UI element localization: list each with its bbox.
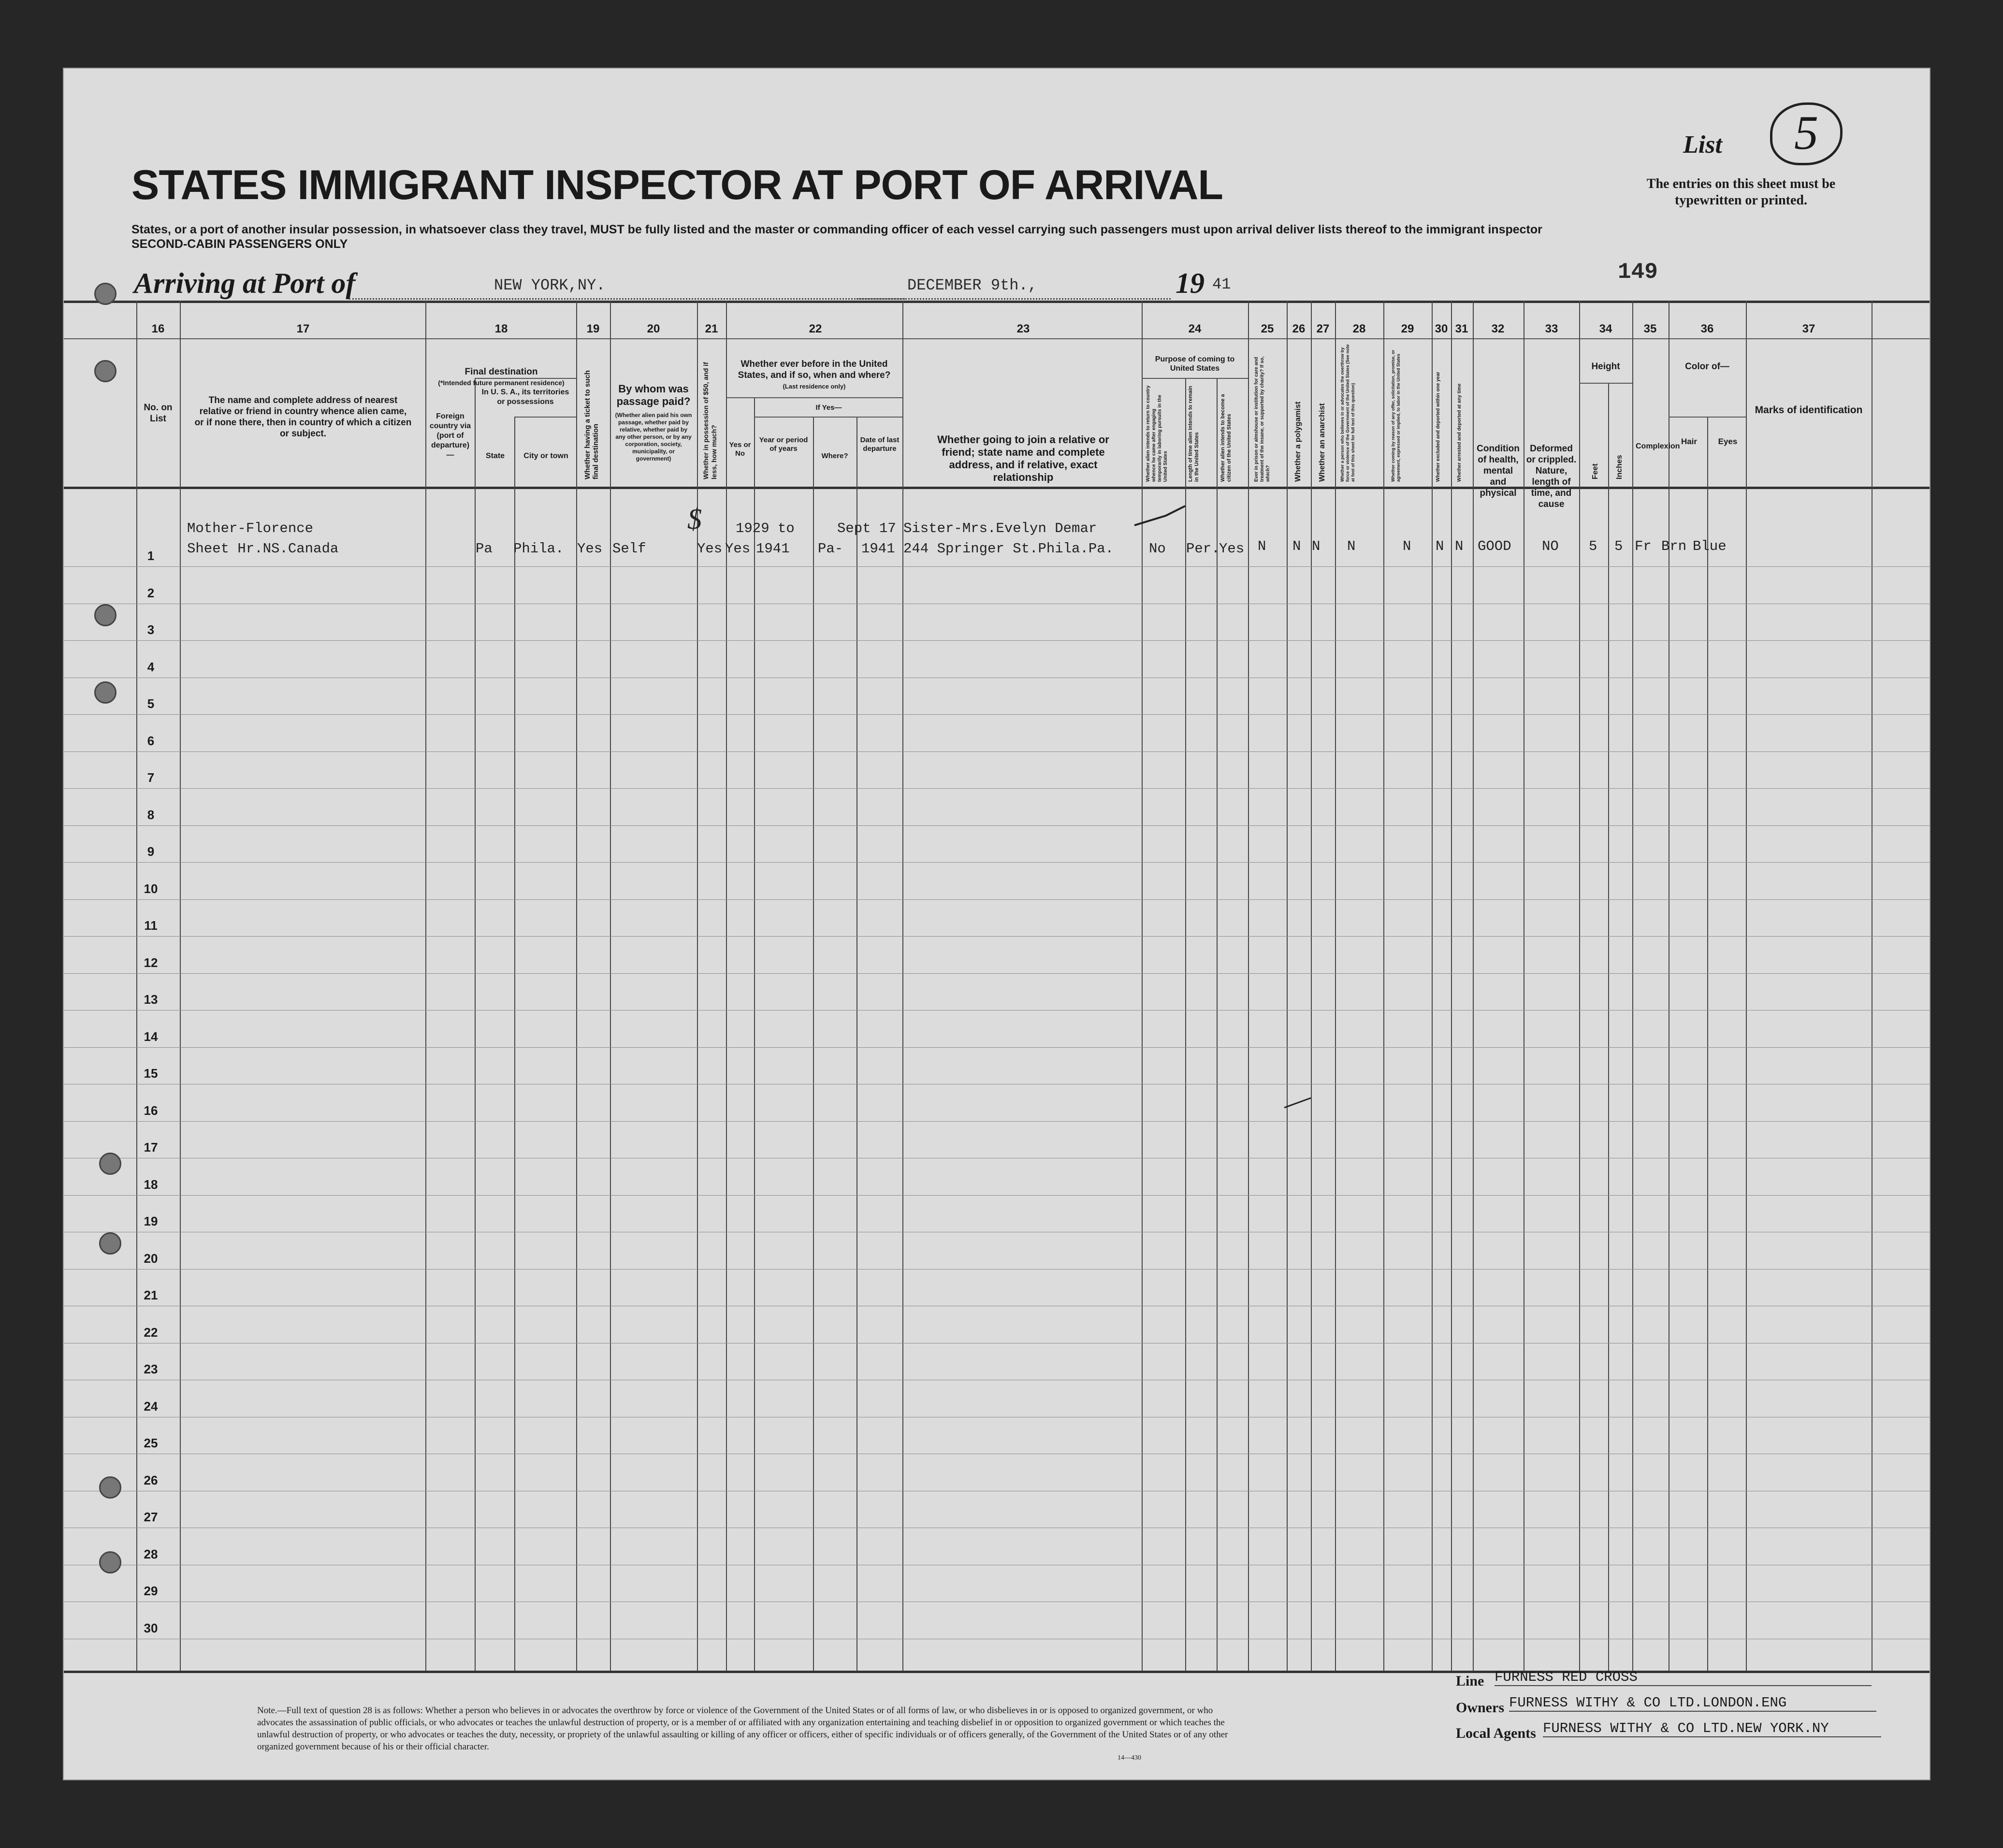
subheader-rule (514, 417, 576, 418)
hdr-complexion: Complexion (1636, 442, 1680, 450)
col-divider (1335, 301, 1336, 1671)
col-divider (1707, 417, 1708, 1671)
header-bottom-rule (64, 487, 1930, 489)
row-number: 11 (144, 918, 158, 933)
row-number: 18 (144, 1177, 158, 1192)
footer-form-code: 14—430 (1118, 1754, 1141, 1761)
cell-c29: N (1403, 538, 1411, 554)
date-fill-line (856, 298, 1171, 300)
row-rule (64, 862, 1930, 863)
subheader-rule (726, 397, 902, 398)
year-suffix: 41 (1212, 275, 1231, 293)
colnum-25: 25 (1261, 322, 1274, 335)
row-rule (64, 788, 1930, 789)
colnum-22: 22 (809, 322, 822, 335)
subheader-rule (1669, 417, 1746, 418)
hdr-height: Height (1591, 361, 1620, 372)
subheader-rule (1142, 378, 1248, 379)
col-divider (1608, 383, 1609, 1671)
hdr-color-of: Color of— (1685, 361, 1729, 372)
punch-hole (99, 1476, 121, 1499)
row-number: 19 (144, 1214, 158, 1228)
cell-paid-by: Self (612, 541, 646, 557)
hdr-money: Whether in possession of $50, and if less, how much? (702, 362, 718, 479)
row-rule (64, 1195, 1930, 1196)
cell-ticket: Yes (577, 541, 603, 557)
cell-c27: N (1312, 538, 1321, 554)
row-rule (64, 973, 1930, 974)
arriving-label: Arriving at Port of (134, 267, 356, 299)
hdr-before-in-us (728, 359, 900, 392)
cell-c28: N (1347, 538, 1356, 554)
year-prefix: 19 (1176, 267, 1205, 299)
form-subtitle (131, 222, 1678, 251)
row-number: 28 (144, 1546, 158, 1561)
colnum-24: 24 (1188, 322, 1202, 335)
cell-relative-line1: Mother-Florence (187, 520, 314, 536)
hdr-final-destination (429, 366, 574, 389)
hdr-marks: Marks of identification (1755, 404, 1863, 416)
colnum-33: 33 (1545, 322, 1558, 335)
colnum-19: 19 (586, 322, 600, 335)
col-divider (1579, 301, 1580, 1671)
cell-c25: N (1258, 538, 1266, 554)
row-rule (64, 751, 1930, 752)
row-number: 7 (147, 770, 155, 785)
cell-departure-line2: 1941 (861, 541, 895, 557)
hdr-if-yes: If Yes— (815, 404, 842, 412)
row-number: 12 (144, 955, 158, 970)
punch-hole (99, 1153, 121, 1175)
hdr-passage-paid-title: By whom was passage paid? (616, 383, 691, 407)
form-title: STATES IMMIGRANT INSPECTOR AT PORT OF ARRIVAL (131, 162, 1223, 208)
col-divider (514, 417, 515, 1671)
hdr-yes-no: Yes or No (729, 441, 751, 458)
list-label: List (1683, 131, 1722, 159)
hdr-polygamist: Whether a polygamist (1294, 401, 1302, 482)
col-divider (136, 301, 137, 1671)
hdr-ticket: Whether having a ticket to such final destination (583, 370, 600, 479)
row-number: 25 (144, 1436, 158, 1450)
cell-health: GOOD (1478, 538, 1511, 554)
hdr-final-destination-note: (*Intended future permanent residence) (438, 379, 565, 387)
colnum-18: 18 (494, 322, 508, 335)
line-value: FURNESS RED CROSS (1495, 1669, 1872, 1686)
cell-hair: Brn (1661, 538, 1687, 554)
hdr-citizen-intent: Whether alien intends to become a citizen of the United States (1220, 394, 1232, 482)
colnum-17: 17 (296, 322, 310, 335)
cell-period-line1: 1929 to (736, 520, 795, 536)
col-divider (726, 301, 727, 1671)
col-divider (475, 378, 476, 1671)
row-number: 23 (144, 1362, 158, 1376)
col-divider (1451, 301, 1452, 1671)
hdr-inches: Inches (1615, 455, 1624, 479)
row-number: 6 (147, 733, 155, 748)
colnum-21: 21 (705, 322, 718, 335)
hdr-eyes: Eyes (1718, 437, 1738, 446)
row-number: 3 (147, 622, 155, 637)
cell-money: Yes (697, 541, 723, 557)
row-number: 30 (144, 1620, 158, 1635)
row-number: 26 (144, 1473, 158, 1487)
hdr-labor-offer: Whether coming by reason of any offer, solicitation, promise, or agreement, expressed or implied, to labor in the United States (1391, 349, 1401, 482)
hdr-passage-paid (615, 383, 692, 462)
footer-note: Note.—Full text of question 28 is as follows: Whether a person who believes in or advocates the overthrow by force or violence of the Government of the United States or of all forms of law, or who disbelieves in or is opposed to organized government, or who advocates the assassination of public officials, or who advocates or teaches the unlawful destruction of property, or is a member of or affiliated with any organization entertaining and teaching disbelief in or opposition to organized government or which teaches the unlawful destruction of property, or who advocates or teaches the duty, necessity, or propriety of the unlawful assaulting or killing of any officer or officers, either of specific individuals or of officers generally, of the Government of the United States or of any other organized government because of his or their official character. (257, 1705, 1228, 1752)
cell-join-line1: Sister-Mrs.Evelyn Demar (903, 520, 1097, 536)
row-rule (64, 825, 1930, 826)
row-number: 15 (144, 1066, 158, 1081)
col-divider (902, 301, 903, 1671)
row-number: 29 (144, 1584, 158, 1598)
hdr-foreign-country: Foreign country via (port of departure)— (429, 412, 471, 459)
date-value: DECEMBER 9th., (907, 276, 1037, 294)
colnum-31: 31 (1455, 322, 1468, 335)
cell-complexion: Fr (1635, 538, 1652, 554)
cell-relative-line2: Sheet Hr.NS.Canada (187, 541, 339, 557)
row-number: 2 (147, 585, 155, 600)
punch-hole (94, 604, 116, 626)
colnum-16: 16 (151, 322, 165, 335)
hdr-return-intent: Whether alien intends to return to country whence he came after engaging temporarily in laboring pursuits in the United States (1146, 385, 1168, 482)
hdr-overthrow: Whether a person who believes in or advocates the overthrow by force or violence of the Government of the United States (See note at foot of this sheet for full text of this question) (1340, 344, 1355, 482)
agents-label: Local Agents (1456, 1725, 1536, 1741)
colnum-34: 34 (1599, 322, 1612, 335)
hdr-before-in-us-title: Whether ever before in the United States, and if so, when and where? (738, 359, 891, 380)
hdr-health: Condition of health, mental and physical (1477, 444, 1520, 498)
cell-period-line2: 1941 (756, 541, 790, 557)
hdr-excluded: Whether excluded and deported within one year (1436, 372, 1441, 482)
row-number: 24 (144, 1399, 158, 1414)
colnum-32: 32 (1491, 322, 1505, 335)
hdr-departure: Date of last departure (860, 436, 900, 453)
col-divider (1746, 301, 1747, 1671)
row-number: 8 (147, 807, 155, 822)
cell-join-line2: 244 Springer St.Phila.Pa. (903, 541, 1114, 557)
cell-state: Pa (476, 541, 493, 557)
col-divider (1632, 301, 1633, 1671)
row-number: 5 (147, 696, 155, 711)
punch-hole (94, 360, 116, 382)
row-number: 20 (144, 1251, 158, 1266)
subtitle-class: SECOND-CABIN PASSENGERS ONLY (131, 237, 348, 251)
punch-hole (94, 681, 116, 704)
cell-citizen: Yes (1219, 541, 1245, 557)
col-divider (1432, 301, 1433, 1671)
colnum-28: 28 (1352, 322, 1366, 335)
cell-city: Phila. (513, 541, 564, 557)
col-divider (1217, 378, 1218, 1671)
port-fill-line (349, 298, 905, 300)
col-divider (856, 417, 857, 1671)
row-number: 21 (144, 1288, 158, 1302)
subheader-rule (1579, 383, 1632, 384)
hdr-before-in-us-note: (Last residence only) (783, 383, 846, 390)
hdr-join-relative: Whether going to join a relative or friend; state name and complete address, and if relative, exact relationship (937, 433, 1109, 483)
hdr-arrested: Whether arrested and deported at any time (1457, 383, 1462, 482)
col-divider (1473, 301, 1474, 1671)
col-divider (425, 301, 426, 1671)
line-label: Line (1456, 1673, 1484, 1689)
hdr-prison: Ever in prison or almshouse or institution for care and treatment of the insane, or supported by charity? If so, which? (1254, 356, 1271, 482)
col-divider (1311, 301, 1312, 1671)
row-rule (64, 1047, 1930, 1048)
hdr-anarchist: Whether an anarchist (1318, 403, 1326, 482)
col-divider (813, 417, 814, 1671)
cell-c31: N (1455, 538, 1464, 554)
col-divider (754, 397, 755, 1671)
owners-label: Owners (1456, 1700, 1504, 1716)
row-number: 10 (144, 881, 158, 896)
list-number: 5 (1770, 102, 1843, 165)
cell-deformed: NO (1542, 538, 1559, 554)
hdr-passage-paid-note: (Whether alien paid his own passage, whether paid by relative, whether paid by any other person, or by any corporation, society, municipality, or government) (615, 412, 692, 462)
punch-hole (99, 1551, 121, 1574)
agents-value: FURNESS WITHY & CO LTD.NEW YORK.NY (1543, 1720, 1881, 1737)
hdr-state: State (485, 452, 505, 460)
punch-hole (94, 283, 116, 305)
row-rule (64, 1121, 1930, 1122)
owners-value: FURNESS WITHY & CO LTD.LONDON.ENG (1509, 1695, 1876, 1712)
colnum-23: 23 (1016, 322, 1030, 335)
row-number: 17 (144, 1140, 158, 1155)
row-number: 1 (147, 549, 155, 563)
colnum-30: 30 (1435, 322, 1448, 335)
colnum-27: 27 (1316, 322, 1330, 335)
colnum-35: 35 (1643, 322, 1657, 335)
hdr-length-stay: Length of time alien intends to remain in the United States (1188, 386, 1200, 482)
subtitle-instructions: States, or a port of another insular possession, in whatsoever class they travel, MUST be fully listed and the master or commanding officer of each vessel carrying such passengers must upon arrival deliver lists thereof to the immigrant inspector (131, 223, 1542, 236)
entries-note: The entries on this sheet must be typewritten or printed. (1646, 176, 1836, 208)
colnum-37: 37 (1802, 322, 1815, 335)
hdr-hair: Hair (1681, 437, 1698, 446)
row-number: 22 (144, 1325, 158, 1340)
row-rule (64, 936, 1930, 937)
cell-money-mark: $ (687, 503, 702, 535)
cell-departure-line1: Sept 17 (837, 520, 896, 536)
row-rule (64, 566, 1930, 567)
hdr-purpose: Purpose of coming to United States (1155, 355, 1235, 373)
pen-tick-mark (1282, 1093, 1321, 1112)
hdr-in-usa: In U. S. A., its territories or possessions (481, 388, 569, 406)
hdr-feet: Feet (1591, 463, 1599, 479)
cell-c26: N (1292, 538, 1301, 554)
hdr-deformed: Deformed or crippled. Nature, length of time, and cause (1526, 444, 1577, 509)
hdr-period: Year or period of years (759, 436, 808, 453)
row-rule (64, 1269, 1930, 1270)
row-rule (64, 714, 1930, 715)
manifest-sheet (63, 68, 1930, 1780)
subheader-rule (754, 417, 902, 418)
row-number: 13 (144, 992, 158, 1007)
colnum-36: 36 (1700, 322, 1714, 335)
row-number: 14 (144, 1029, 158, 1044)
hdr-where: Where? (821, 452, 848, 460)
col-divider (1383, 301, 1384, 1671)
col-divider (1248, 301, 1249, 1671)
hdr-city: City or town (523, 452, 568, 460)
page-number: 149 (1618, 260, 1658, 285)
pen-check-mark (1132, 504, 1190, 533)
hdr-relative: The name and complete address of nearest relative or friend in country whence alien came, or if none there, then in country of which a citizen or subject. (194, 395, 412, 439)
cell-eyes: Blue (1693, 538, 1727, 554)
punch-hole (99, 1232, 121, 1255)
cell-return: No (1149, 541, 1166, 557)
hdr-final-destination-title: Final destination (464, 367, 538, 377)
cell-inches: 5 (1614, 538, 1623, 554)
table-top-rule (64, 301, 1930, 303)
hdr-no-on-list: No. on List (144, 403, 173, 424)
col-divider (1185, 378, 1186, 1671)
colnum-29: 29 (1401, 322, 1414, 335)
row-number: 4 (147, 659, 155, 674)
cell-length: Per. (1186, 541, 1220, 557)
cell-where: Pa- (818, 541, 843, 557)
col-divider (180, 301, 181, 1671)
col-divider (1287, 301, 1288, 1671)
row-number: 9 (147, 844, 155, 859)
row-rule (64, 1010, 1930, 1011)
cell-feet: 5 (1589, 538, 1597, 554)
row-number: 16 (144, 1103, 158, 1118)
cell-before-yes-no: Yes (725, 541, 751, 557)
colnum-26: 26 (1292, 322, 1306, 335)
cell-c30: N (1436, 538, 1444, 554)
colnum-20: 20 (647, 322, 660, 335)
row-rule (64, 899, 1930, 900)
col-divider (610, 301, 611, 1671)
col-divider (576, 301, 577, 1671)
row-rule (64, 640, 1930, 641)
port-value: NEW YORK,NY. (494, 276, 606, 294)
colnum-rule (64, 338, 1930, 339)
row-number: 27 (144, 1510, 158, 1524)
